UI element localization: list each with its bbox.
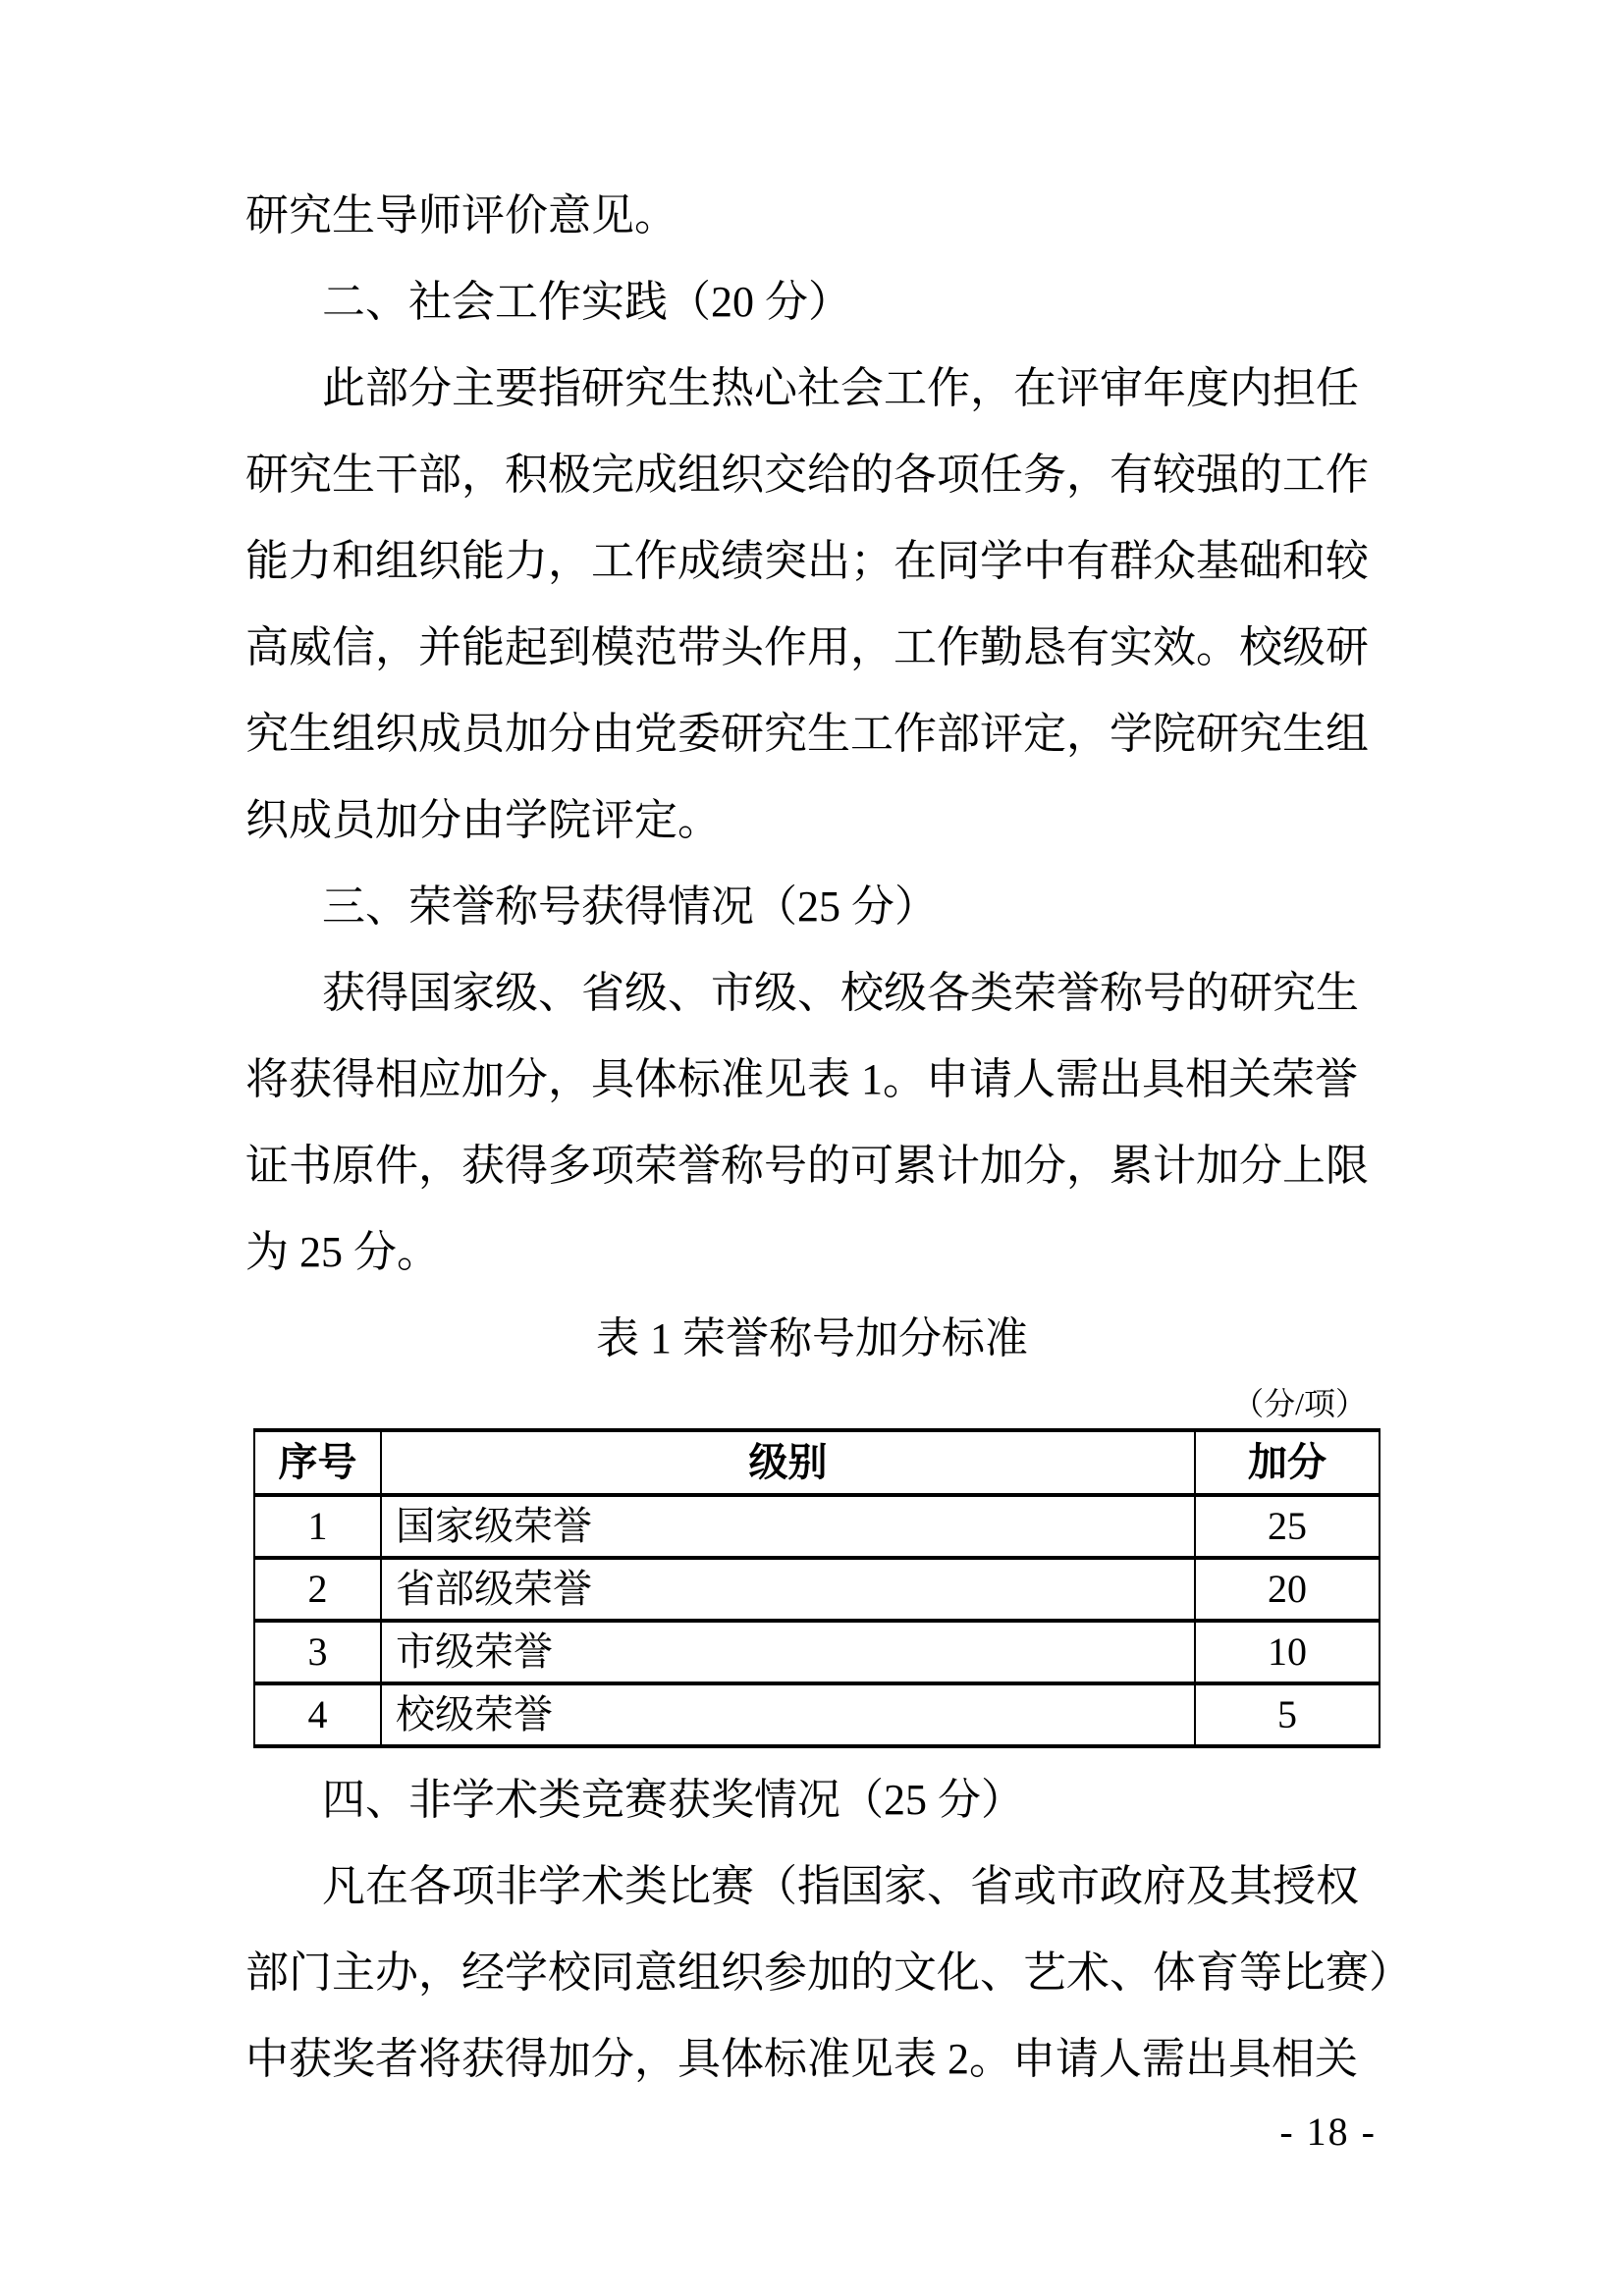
- section-heading-4: 四、非学术类竞赛获奖情况（25 分）: [322, 1776, 1024, 1824]
- paragraph-line: 将获得相应加分，具体标准见表 1。申请人需出具相关荣誉: [245, 1055, 1358, 1103]
- paragraph-line: 究生组织成员加分由党委研究生工作部评定，学院研究生组: [245, 710, 1369, 758]
- cell-no: 3: [254, 1621, 381, 1683]
- column-header-points: 加分: [1195, 1430, 1380, 1495]
- cell-no: 2: [254, 1558, 381, 1621]
- cell-no: 1: [254, 1495, 381, 1558]
- cell-points: 20: [1195, 1558, 1380, 1621]
- paragraph-line: 此部分主要指研究生热心社会工作，在评审年度内担任: [322, 364, 1359, 412]
- cell-points: 5: [1195, 1683, 1380, 1746]
- paragraph-line: 能力和组织能力，工作成绩突出；在同学中有群众基础和较: [245, 537, 1369, 585]
- paragraph-line: 中获奖者将获得加分，具体标准见表 2。申请人需出具相关: [245, 2035, 1358, 2083]
- cell-level: 国家级荣誉: [381, 1495, 1195, 1558]
- cell-level: 市级荣誉: [381, 1621, 1195, 1683]
- cell-level: 校级荣誉: [381, 1683, 1195, 1746]
- table-header-row: [254, 1430, 1380, 1495]
- paragraph-line: 织成员加分由学院评定。: [245, 796, 721, 844]
- table-unit-note: （分/项）: [1232, 1386, 1367, 1421]
- table-row: [254, 1558, 1380, 1621]
- paragraph-line: 高威信，并能起到模范带头作用，工作勤恳有实效。校级研: [245, 623, 1369, 671]
- paragraph-line: 为 25 分。: [245, 1228, 440, 1276]
- paragraph-line: 研究生导师评价意见。: [245, 191, 677, 240]
- section-heading-3: 三、荣誉称号获得情况（25 分）: [322, 882, 938, 931]
- paragraph-line: 研究生干部，积极完成组织交给的各项任务，有较强的工作: [245, 451, 1369, 499]
- column-header-no: 序号: [254, 1430, 381, 1495]
- cell-no: 4: [254, 1683, 381, 1746]
- section-heading-2: 二、社会工作实践（20 分）: [322, 278, 851, 326]
- cell-points: 25: [1195, 1495, 1380, 1558]
- honor-points-table: [253, 1428, 1380, 1748]
- table-row: [254, 1683, 1380, 1746]
- table-row: [254, 1495, 1380, 1558]
- column-header-level: 级别: [381, 1430, 1195, 1495]
- document-content: [245, 173, 1412, 2162]
- cell-level: 省部级荣誉: [381, 1558, 1195, 1621]
- table-row: [254, 1621, 1380, 1683]
- paragraph-line: 证书原件，获得多项荣誉称号的可累计加分，累计加分上限: [245, 1142, 1369, 1190]
- paragraph-line: 凡在各项非学术类比赛（指国家、省或市政府及其授权: [322, 1862, 1359, 1910]
- page-number: - 18 -: [1279, 2109, 1377, 2154]
- paragraph-line: 获得国家级、省级、市级、校级各类荣誉称号的研究生: [322, 969, 1359, 1017]
- table-caption: 表 1 荣誉称号加分标准: [596, 1314, 1028, 1362]
- cell-points: 10: [1195, 1621, 1380, 1683]
- paragraph-line: 部门主办，经学校同意组织参加的文化、艺术、体育等比赛）: [245, 1949, 1412, 1997]
